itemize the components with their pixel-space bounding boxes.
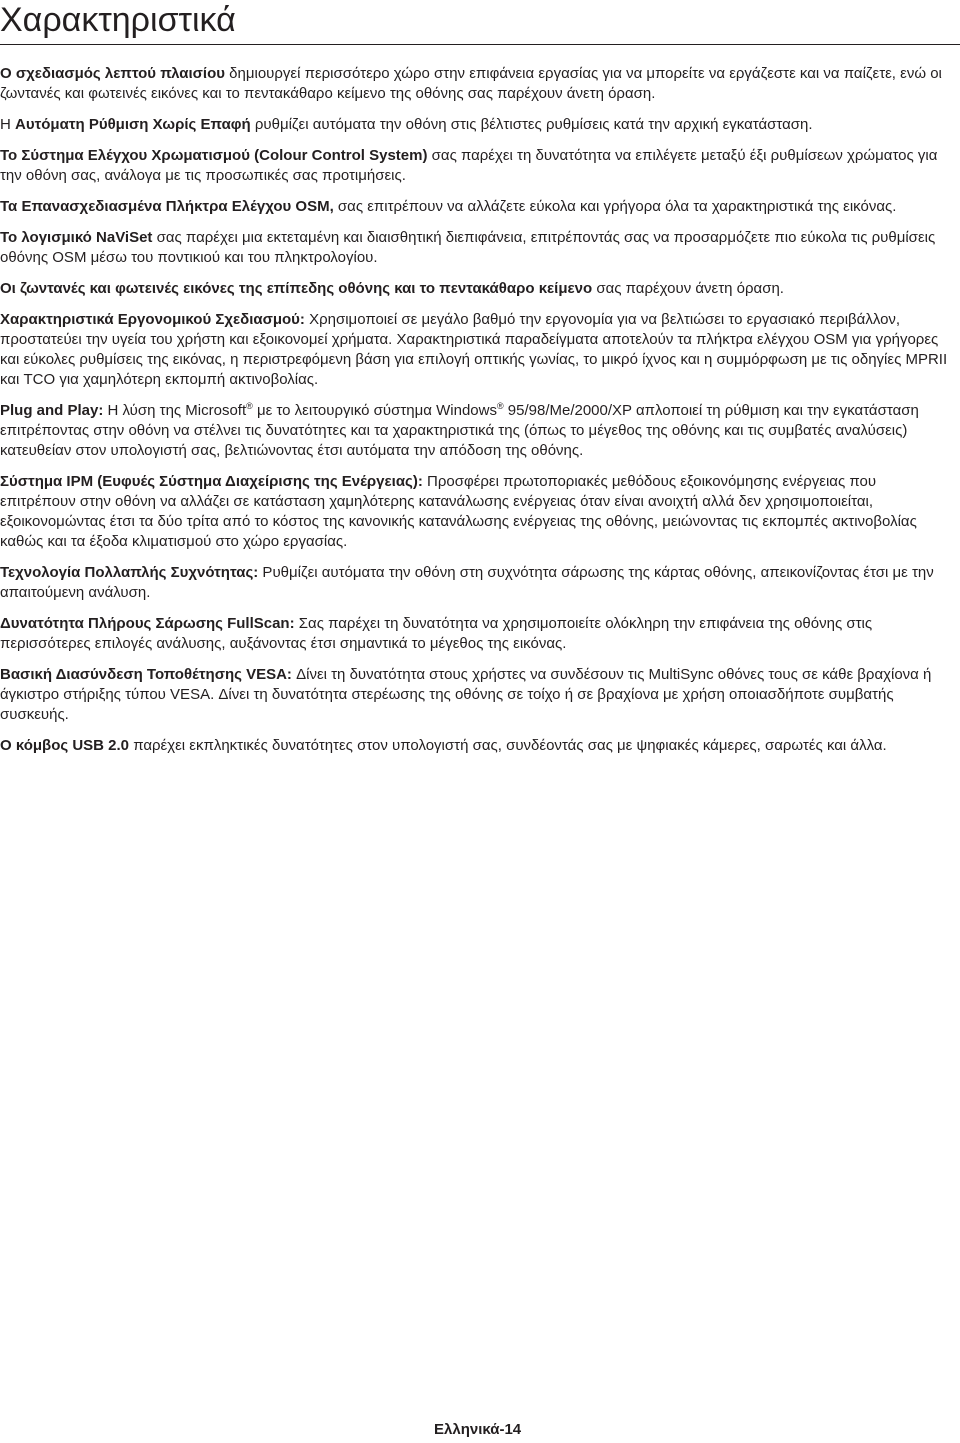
feature-text: σας επιτρέπουν να αλλάζετε εύκολα και γρήγορα όλα τα χαρακτηριστικά της εικόνας. bbox=[333, 198, 897, 215]
feature-text: σας παρέχει τη δυνατότητα να επιλέγετε μεταξύ έξι ρυθμίσεων χρώματος για την οθόνη σας, ανάλογα με τις προσωπικές σας προτιμήσεις. bbox=[0, 147, 938, 184]
feature-auto-adjust bbox=[0, 115, 950, 135]
feature-text: σας παρέχει μια εκτεταμένη και διαισθητική διεπιφάνεια, επιτρέποντάς σας να προσαρμόζετε πιο εύκολα τις ρυθμίσεις οθόνης OSM μέσω του ποντικιού και του πληκτρολογίου. bbox=[0, 229, 936, 266]
feature-heading: Χαρακτηριστικά Εργονομικού Σχεδιασμού: bbox=[0, 311, 305, 328]
feature-heading: Ο σχεδιασμός λεπτού πλαισίου bbox=[0, 65, 225, 82]
page-number: Ελληνικά-14 bbox=[434, 1421, 522, 1438]
feature-naviset bbox=[0, 228, 950, 268]
feature-heading: Ο κόμβος USB 2.0 bbox=[0, 737, 130, 754]
feature-text: Χρησιμοποιεί σε μεγάλο βαθμό την εργονομία για να βελτιώσει το εργασιακό περιβάλλον, προστατεύει την υγεία του χρήστη και εξοικονομεί χρήματα. Χαρακτηριστικά παραδείγματα αποτελούν τα πλήκτρα ελέγχου OSM για γρήγορες και εύκολες ρυθμίσεις της εικόνας, η περιστρεφόμενη βάση για επιλογή οπτικής γωνίας, το μικρό ίχνος και η συμμόρφωση με τις οδηγίες MPRII και TCO για χαμηλότερη εκπομπή ακτινοβολίας. bbox=[0, 311, 948, 388]
feature-flat-panel-images bbox=[0, 279, 950, 299]
feature-heading: Δυνατότητα Πλήρους Σάρωσης FullScan: bbox=[0, 615, 295, 632]
feature-fullscan bbox=[0, 614, 950, 654]
feature-text: Προσφέρει πρωτοποριακές μεθόδους εξοικονόμησης ενέργειας που επιτρέπουν στην οθόνη να αλλάζει σε κατάσταση χαμηλότερης κατανάλωσης ενέργειας όταν είναι ανοιχτή αλλά δεν χρησιμοποιείται, εξοικονομώντας έτσι τα δύο τρίτα από το κόστος της κανονικής κατανάλωσης ενέργειας της οθόνης, μειώνοντας τις εκπομπές ακτινοβολίας καθώς και τα έξοδα κλιματισμού στο χώρο εργασίας. bbox=[0, 473, 917, 550]
feature-heading: Οι ζωντανές και φωτεινές εικόνες της επίπεδης οθόνης και το πεντακάθαρο κείμενο bbox=[0, 280, 593, 297]
feature-heading: Σύστημα IPM (Ευφυές Σύστημα Διαχείρισης της Ενέργειας): bbox=[0, 473, 423, 490]
feature-ipm bbox=[0, 472, 950, 552]
feature-heading: Αυτόματη Ρύθμιση Χωρίς Επαφή bbox=[15, 116, 251, 133]
feature-text: Δίνει τη δυνατότητα στους χρήστες να συνδέσουν τις MultiSync οθόνες τους σε κάθε βραχίονα ή άγκιστρο στήριξης τύπου VESA. Δίνει τη δυνατότητα στερέωσης της οθόνης σε τοίχο ή σε βραχίονα με χρήση οποιασδήποτε συμβατής συσκευής. bbox=[0, 666, 932, 723]
registered-mark: ® bbox=[496, 401, 504, 411]
feature-multi-frequency bbox=[0, 563, 950, 603]
feature-heading: Βασική Διασύνδεση Τοποθέτησης VESA: bbox=[0, 666, 292, 683]
feature-heading: Τεχνολογία Πολλαπλής Συχνότητας: bbox=[0, 564, 259, 581]
feature-heading: Plug and Play: bbox=[0, 402, 104, 419]
registered-mark: ® bbox=[246, 401, 253, 411]
feature-osm-controls bbox=[0, 197, 950, 217]
feature-text: σας παρέχουν άνετη όραση. bbox=[592, 280, 784, 297]
feature-heading: Το λογισμικό NaViSet bbox=[0, 229, 153, 246]
feature-slim-bezel bbox=[0, 64, 950, 104]
title-divider bbox=[0, 44, 960, 45]
feature-prefix: Η bbox=[0, 116, 15, 133]
feature-colour-control bbox=[0, 146, 950, 186]
feature-text: δημιουργεί περισσότερο χώρο στην επιφάνεια εργασίας για να μπορείτε να εργάζεστε και να παίζετε, ενώ οι ζωντανές και φωτεινές εικόνες και το πεντακάθαρο κείμενο της οθόνης σας παρέχουν άνετη όραση. bbox=[0, 65, 942, 102]
feature-text: Ρυθμίζει αυτόματα την οθόνη στη συχνότητα σάρωσης της κάρτας οθόνης, απεικονίζοντας έτσι με την απαιτούμενη ανάλυση. bbox=[0, 564, 934, 601]
page-title: Χαρακτηριστικά bbox=[0, 1, 236, 39]
feature-plug-and-play bbox=[0, 401, 950, 461]
feature-text: Σας παρέχει τη δυνατότητα να χρησιμοποιείτε ολόκληρη την επιφάνεια της οθόνης στις περισσότερες επιλογές ανάλυσης, αυξάνοντας έτσι σημαντικά το μέγεθος της εικόνας. bbox=[0, 615, 873, 652]
feature-text: 95/98/Me/2000/XP απλοποιεί τη ρύθμιση και την εγκατάσταση επιτρέποντας στην οθόνη να στέλνει τις δυνατότητες και τα χαρακτηριστικά της (όπως το μέγεθος της οθόνης και τις συμβατές αναλύσεις) κατευθείαν στον υπολογιστή σας, βελτιώνοντας έτσι αυτόματα την απόδοση της οθόνης. bbox=[0, 402, 919, 459]
feature-heading: Το Σύστημα Ελέγχου Χρωματισμού (Colour Control System) bbox=[0, 147, 428, 164]
feature-text: ρυθμίζει αυτόματα την οθόνη στις βέλτιστες ρυθμίσεις κατά την αρχική εγκατάσταση. bbox=[250, 116, 813, 133]
feature-heading: Τα Επανασχεδιασμένα Πλήκτρα Ελέγχου OSM, bbox=[0, 198, 334, 215]
feature-ergonomic-design bbox=[0, 310, 950, 390]
features-list bbox=[0, 64, 950, 767]
feature-text: Η λύση της Microsoft bbox=[103, 402, 247, 419]
feature-usb-hub bbox=[0, 736, 950, 756]
feature-text: παρέχει εκπληκτικές δυνατότητες στον υπολογιστή σας, συνδέοντάς σας με ψηφιακές κάμερες, σαρωτές και άλλα. bbox=[129, 737, 887, 754]
feature-text: με το λειτουργικό σύστημα Windows bbox=[252, 402, 497, 419]
feature-vesa-mount bbox=[0, 665, 950, 725]
